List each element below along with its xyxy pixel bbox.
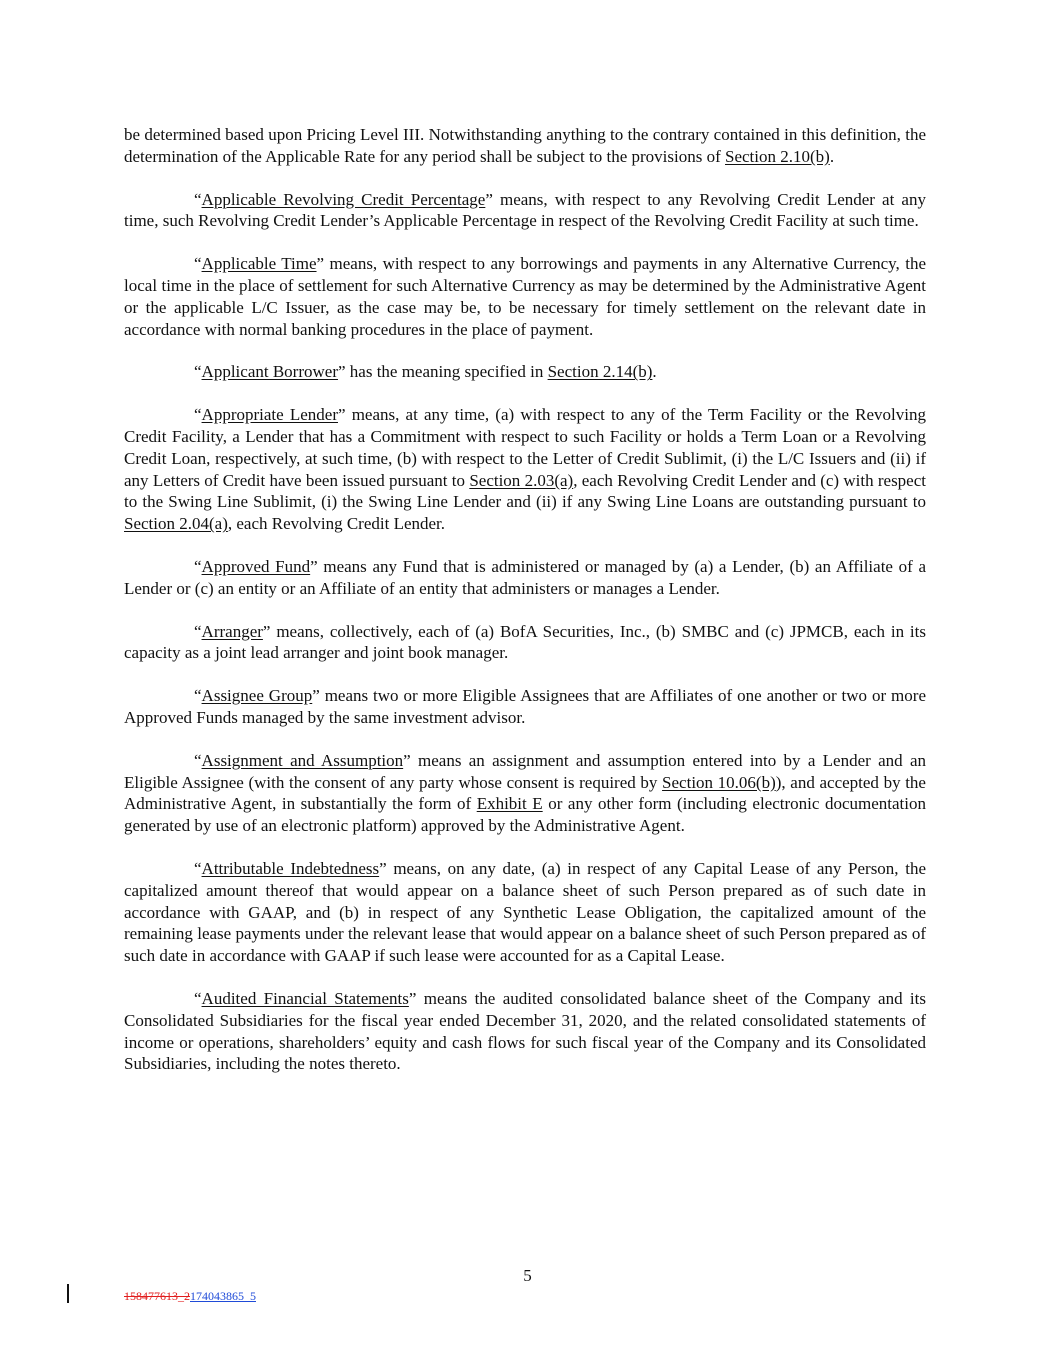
definition-paragraph <box>124 621 926 665</box>
definition-paragraph <box>124 361 926 383</box>
underlined-term: Applicable Revolving Credit Percentage <box>201 189 486 209</box>
paragraph-text: ” means two or more Eligible Assignees that are Affiliates of one another or two or more Approved Funds managed by the same investment advisor. <box>124 686 926 727</box>
definition-paragraph <box>124 556 926 600</box>
underlined-term: Applicable Time <box>201 254 317 274</box>
underlined-term: Section 2.10(b) <box>725 146 830 166</box>
paragraph-text: ” means, with respect to any borrowings and payments in any Alternative Currency, the local time in the place of settlement for such Alternative Currency as may be determined by the Administrative Agent or the applicable L/C Issuer, as the case may be, to be necessary for timely settlement on the relevant date in accordance with normal banking procedures in the place of payment. <box>124 254 926 339</box>
paragraph-text: ” means an assignment and assumption entered into by a Lender and an Eligible Assignee (with the consent of any party whose consent is required by <box>124 750 926 792</box>
underlined-term: Section 2.04(a) <box>124 514 228 534</box>
underlined-term: Assignee Group <box>201 686 313 706</box>
definition-paragraph <box>124 189 926 233</box>
paragraph-text: “ <box>194 362 202 382</box>
paragraph-text: or any other form (including electronic documentation generated by use of an electronic platform) approved by the Administrative Agent. <box>124 794 926 836</box>
paragraph-text: “ <box>194 621 202 641</box>
underlined-term: Assignment and Assumption <box>201 750 404 770</box>
document-page <box>124 124 926 1096</box>
definition-paragraph <box>124 685 926 729</box>
underlined-term: Section 2.03(a) <box>469 470 574 490</box>
paragraph-text: , each Revolving Credit Lender. <box>227 514 446 534</box>
underlined-term: Applicant Borrower <box>201 362 338 382</box>
definition-paragraph <box>124 988 926 1075</box>
definition-paragraph <box>124 253 926 340</box>
paragraph-text: “ <box>194 189 202 209</box>
deleted-document-id: 158477613_2 <box>124 1289 190 1303</box>
paragraph-text: ), and accepted by the Administrative Agent, in substantially the form of <box>124 772 926 814</box>
paragraph-text: “ <box>194 405 202 425</box>
paragraph-text: “ <box>194 750 202 770</box>
paragraph-text: ” means the audited consolidated balance sheet of the Company and its Consolidated Subsidiaries for the fiscal year ended December 31, 2020, and the related consolidated statements of income or operations, shareholders’ equity and cash flows for such fiscal year of the Company and its Consolidated Subsidiaries, including the notes thereto. <box>124 988 926 1074</box>
paragraph-text: ” has the meaning specified in <box>337 362 548 382</box>
inserted-document-id: 174043865_5 <box>190 1289 256 1303</box>
underlined-term: Arranger <box>201 621 263 641</box>
paragraph-text: “ <box>194 686 202 706</box>
underlined-term: Section 2.14(b) <box>547 362 653 382</box>
continuation-paragraph <box>124 124 926 168</box>
paragraph-text: ” means, at any time, (a) with respect to any of the Term Facility or the Revolving Credit Facility, a Lender that has a Commitment with respect to such Facility or holds a Term Loan or a Revolving Credit Loan, respectively, at such time, (b) with respect to the Letter of Credit Sublimit, (i) the L/C Issuers and (ii) if any Letters of Credit have been issued pursuant to <box>124 405 926 490</box>
paragraph-text: be determined based upon Pricing Level III. Notwithstanding anything to the contrary contained in this definition, the determination of the Applicable Rate for any period shall be subject to the provisions of <box>124 125 926 166</box>
paragraph-text: ” means any Fund that is administered or managed by (a) a Lender, (b) an Affiliate of a Lender or (c) an entity or an Affiliate of an entity that administers or manages a Lender. <box>124 556 926 598</box>
underlined-term: Attributable Indebtedness <box>201 858 380 878</box>
underlined-term: Appropriate Lender <box>201 405 338 425</box>
paragraph-text: “ <box>194 254 202 274</box>
definition-paragraph <box>124 858 926 967</box>
definition-paragraph <box>124 750 926 837</box>
paragraph-text: . <box>652 362 657 382</box>
paragraph-text: “ <box>194 858 202 878</box>
paragraph-text: , each Revolving Credit Lender and (c) with respect to the Swing Line Sublimit, (i) the Swing Line Lender and (ii) if any Swing Line Loans are outstanding pursuant to <box>124 470 927 512</box>
underlined-term: Audited Financial Statements <box>201 988 409 1008</box>
underlined-term: Approved Fund <box>201 556 311 576</box>
document-id-footer <box>124 1289 256 1304</box>
paragraph-text: ” means, on any date, (a) in respect of any Capital Lease of any Person, the capitalized amount thereof that would appear on a balance sheet of such Person prepared as of such date in accordance with GAAP, and (b) in respect of any Synthetic Lease Obligation, the capitalized amount of the remaining lease payments under the relevant lease that would appear on a balance sheet of such Person prepared as of such date in accordance with GAAP if such lease were accounted for as a Capital Lease. <box>124 858 926 966</box>
underlined-term: Section 10.06(b) <box>662 772 776 792</box>
page-number: 5 <box>523 1266 532 1285</box>
paragraph-text: “ <box>194 556 202 576</box>
paragraph-text: ” means, collectively, each of (a) BofA Securities, Inc., (b) SMBC and (c) JPMCB, each in its capacity as a joint lead arranger and joint book manager. <box>124 621 926 663</box>
paragraph-text: ” means, with respect to any Revolving Credit Lender at any time, such Revolving Credit Lender’s Applicable Percentage in respect of the Revolving Credit Facility at such time. <box>124 189 926 231</box>
change-bar <box>67 1284 69 1303</box>
paragraph-text: “ <box>194 988 202 1008</box>
underlined-term: Exhibit E <box>476 794 543 814</box>
definition-paragraph <box>124 404 926 535</box>
paragraph-text: . <box>829 146 835 166</box>
